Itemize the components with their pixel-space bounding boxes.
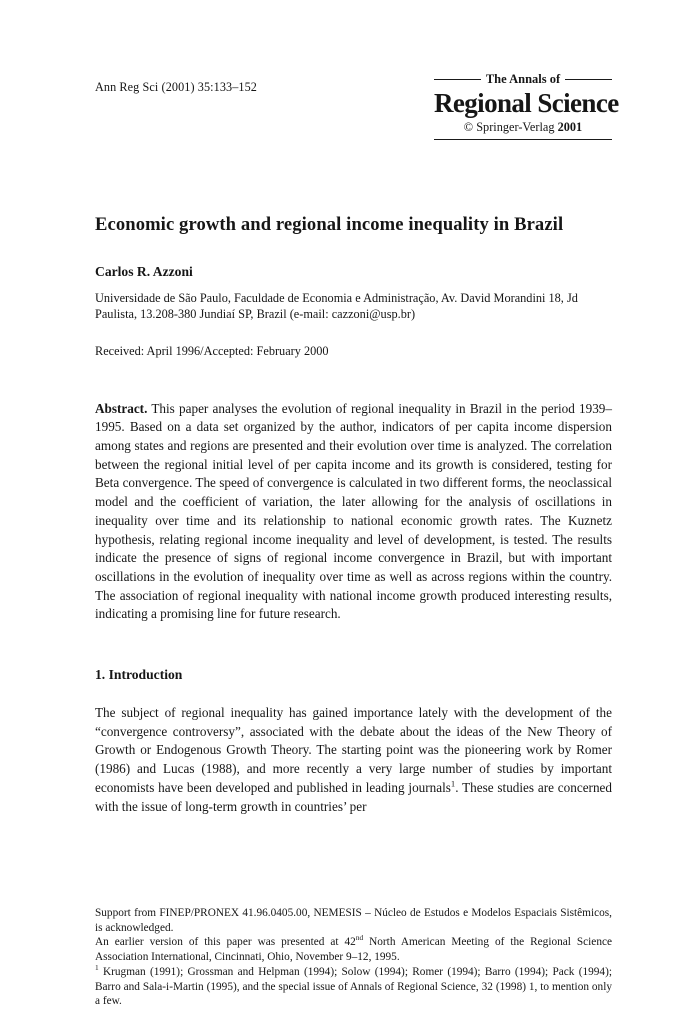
author-affiliation: Universidade de São Paulo, Faculdade de Economia e Administração, Av. David Morandini 18, Jd Paulista, 13.208-380 Jundiaí SP, Brazil (e-mail: cazzoni@usp.br) (95, 291, 578, 321)
paper-title: Economic growth and regional income inequality in Brazil (95, 214, 564, 235)
copyright-text: © Springer-Verlag (463, 120, 555, 134)
abstract-paragraph (95, 400, 612, 624)
copyright-year: 2001 (557, 120, 583, 134)
section-heading-introduction: 1. Introduction (95, 667, 183, 683)
footnotes-block (95, 906, 612, 1009)
abstract-text: This paper analyses the evolution of regional inequality in Brazil in the period 1939–1995. Based on a data set organized by the author, indicators of per capita income dispersion among states and regions are presented and their evolution over time is analyzed. The correlation between the regional initial level of per capita income and its growth is considered, testing for Beta convergence. The speed of convergence is calculated in two different forms, the neoclassical model and the coefficient of variation, the later allowing for the analysis of oscillations in inequality over time and its relationship to national economic growth rates. The Kuznetz hypothesis, relating regional income inequality and level of development, is tested. The results indicate the presence of signs of regional income convergence in Brazil, but with important oscillations in the evolution of inequality over time as well as across regions within the country. The association of regional inequality with national income growth produced interesting results, indicating a promising line for future research. (95, 400, 612, 622)
abstract-label: Abstract. (95, 400, 148, 416)
logo-copyright-row (434, 120, 612, 140)
footnote-1 (95, 965, 612, 1009)
ordinal-superscript: nd (355, 933, 364, 943)
introduction-text-before-footnote: The subject of regional inequality has gained importance lately with the development of the “convergence controversy”, associated with the debate about the ideas of the New Theory of Growth or Endogenous Growth Theory. The starting point was the pioneering work by Romer (1986) and Lucas (1988), and more recently a very large number of studies by important economists have been developed and published in leading journals (95, 705, 612, 795)
acknowledgement-footnote: Support from FINEP/PRONEX 41.96.0405.00, NEMESIS – Núcleo de Estudos e Modelos Espaciais Sistêmicos, is acknowledged. (95, 907, 612, 934)
journal-reference: Ann Reg Sci (2001) 35:133–152 (95, 80, 258, 94)
logo-annals-of-row (434, 72, 612, 87)
earlier-version-footnote (95, 935, 612, 964)
earlier-version-text-before: An earlier version of this paper was presented at 42 (95, 936, 356, 949)
introduction-paragraph (95, 704, 612, 816)
earlier-version-text-after: North American Meeting of the Regional Science Association International, Cincinnati, Ohio, November 9–12, 1995. (95, 936, 613, 964)
rule-line-right (565, 79, 612, 80)
logo-annals-of-text: The Annals of (485, 72, 561, 86)
journal-logo (434, 72, 619, 140)
introduction-text-after-footnote: . These studies are concerned with the issue of long-term growth in countries’ per (95, 779, 612, 814)
author-name: Carlos R. Azzoni (95, 264, 193, 279)
page-header (95, 70, 619, 140)
rule-line-left (434, 79, 481, 80)
footnote-1-text: Krugman (1991); Grossman and Helpman (1994); Solow (1994); Romer (1994); Barro (1994); Pack (1994); Barro and Sala-i-Martin (1995), and the special issue of Annals of Regional Science, 32 (1998) 1, to mention only a few. (95, 965, 612, 1008)
received-accepted-dates: Received: April 1996/Accepted: February 2000 (95, 343, 329, 358)
footnote-1-marker: 1 (95, 963, 99, 973)
footnote-reference-marker: 1 (450, 778, 456, 789)
logo-journal-name: Regional Science (434, 88, 619, 118)
